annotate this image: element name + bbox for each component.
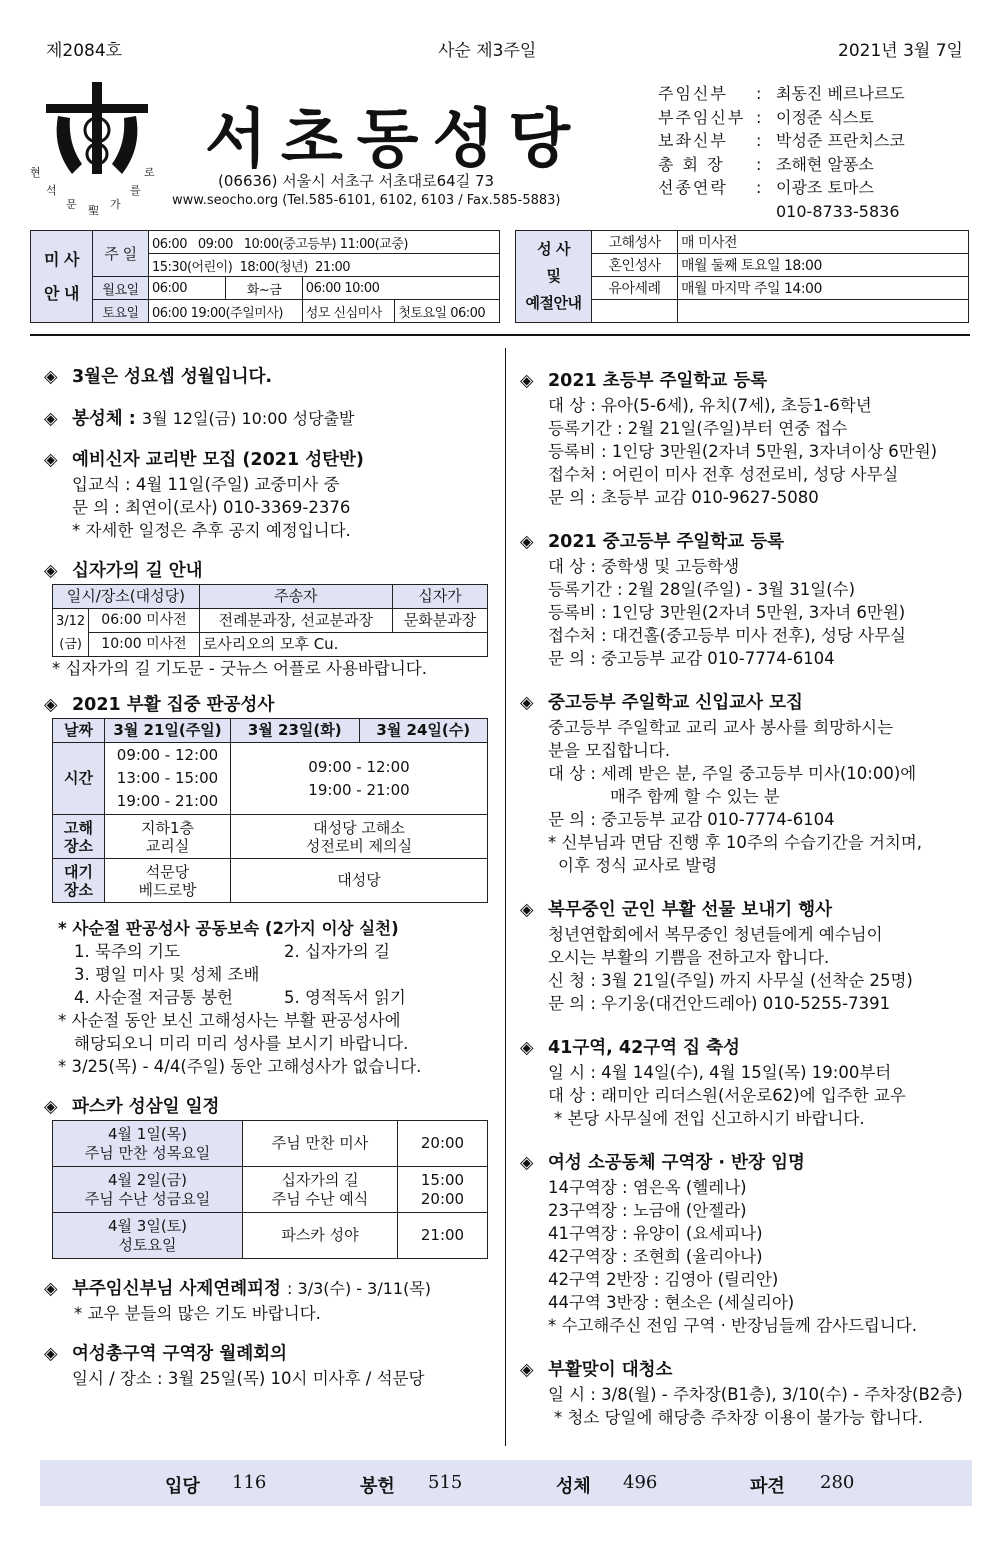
staff-row: 주임신부 : 최동진 베르나르도 bbox=[658, 84, 905, 103]
notice-heading: ◈ 2021 중고등부 주일학교 등록 bbox=[520, 532, 785, 552]
notice-line: 등록기간 : 2월 21일(주일)부터 연중 접수 bbox=[548, 419, 848, 438]
offering-label: 봉헌 bbox=[360, 1476, 395, 1497]
notice-line: * 청소 당일에 해당층 주차장 이용이 불가능 합니다. bbox=[554, 1408, 923, 1427]
staff-row: 총 회 장 : 조해현 알퐁소 bbox=[658, 154, 874, 174]
right-column bbox=[520, 370, 975, 1429]
liturgical-week: 사순 제3주일 bbox=[438, 41, 537, 61]
notice-heading: ◈ 2021 부활 집중 판공성사 bbox=[44, 695, 275, 715]
notice-line: 문 의 : 우기웅(대건안드레아) 010-5255-7391 bbox=[548, 994, 891, 1013]
column-divider bbox=[505, 348, 506, 1446]
penance-list: 1. 묵주의 기도 2. 십자가의 길 3. 평일 미사 및 성체 조배 4. 사순절 저금통 봉헌 5. 영적독서 읽기 bbox=[74, 942, 406, 1007]
logo-char: 를 bbox=[130, 184, 141, 197]
issue-date: 2021년 3월 7일 bbox=[838, 41, 963, 61]
notice-line: 문 의 : 중고등부 교감 010-7774-6104 bbox=[548, 810, 835, 829]
header-divider bbox=[30, 334, 970, 336]
notice-line: 대 상 : 세례 받은 분, 주일 중고등부 미사(10:00)에 bbox=[548, 764, 917, 783]
mass-monday-label: 월요일 bbox=[93, 277, 149, 300]
notice-line: 44구역 3반장 : 현소은 (세실리아) bbox=[548, 1293, 795, 1312]
notice-heading: ◈ 여성 소공동체 구역장 · 반장 임명 bbox=[520, 1153, 805, 1173]
sacrament-value: 매월 둘째 토요일 18:00 bbox=[678, 254, 969, 277]
notice-line: * 십자가의 길 기도문 - 굿뉴스 어플로 사용바랍니다. bbox=[52, 659, 427, 678]
mass-sunday-row1: 06:00 09:00 10:00(중고등부) 11:00(교중) bbox=[149, 231, 500, 254]
sacrament-value: 매 미사전 bbox=[678, 231, 969, 254]
sacrament-table bbox=[515, 230, 969, 323]
staff-phone: 010-8733-5836 bbox=[776, 201, 900, 221]
logo-char: 석 bbox=[46, 184, 57, 197]
sacrament-label: 성 사 및 예절안내 bbox=[516, 231, 592, 323]
notice-heading: ◈ 파스카 성삼일 일정 bbox=[44, 1097, 220, 1117]
issue-number: 제2084호 bbox=[46, 41, 123, 61]
triduum-table: 4월 1일(목) 주님 만찬 성목요일 주님 만찬 미사 20:00 4월 2일(금) 주님 수난 성금요일 십자가의 길 주님 수난 예식 15:00 20:00 4월 3일(토) 성토요일 파스카 성야 21:00 bbox=[52, 1120, 488, 1259]
staff-row: 부주임신부 : 이정준 식스토 bbox=[658, 107, 874, 127]
notice-line: 분을 모집합니다. bbox=[548, 741, 671, 760]
notice-line: * 자세한 일정은 추후 공지 예정입니다. bbox=[72, 521, 351, 540]
notice-line: 입교식 : 4월 11일(주일) 교중미사 중 bbox=[72, 475, 340, 494]
notice-line: 문 의 : 최연이(로사) 010-3369-2376 bbox=[72, 498, 351, 517]
notice-heading: ◈ 복무중인 군인 부활 선물 보내기 행사 bbox=[520, 900, 833, 920]
notice-heading: ◈ 예비신자 교리반 모집 (2021 성탄반) bbox=[44, 450, 364, 470]
staff-row: 선종연락 : 이광조 토마스 bbox=[658, 178, 874, 197]
diamond-icon: ◈ bbox=[44, 561, 58, 581]
mass-weekday-time: 06:00 10:00 bbox=[302, 277, 499, 300]
notice-line: 일시 / 장소 : 3월 25일(목) 10시 미사후 / 석문당 bbox=[72, 1369, 425, 1388]
notice-line: * 교우 분들의 많은 기도 바랍니다. bbox=[74, 1304, 321, 1323]
notice-line: 대 상 : 유아(5-6세), 유치(7세), 초등1-6학년 bbox=[548, 396, 872, 415]
notice-line: 41구역장 : 유양이 (요세피나) bbox=[548, 1224, 763, 1243]
notice-line: 이후 정식 교사로 발령 bbox=[558, 856, 718, 875]
notice-heading: ◈ 3월은 성요셉 성월입니다. bbox=[44, 367, 273, 387]
logo-char: 문 bbox=[66, 198, 77, 211]
notice-line: 오시는 부활의 기쁨을 전하고자 합니다. bbox=[548, 948, 830, 967]
staff-list bbox=[658, 82, 905, 223]
diamond-icon: ◈ bbox=[44, 450, 58, 470]
notice-heading: ◈ 중고등부 주일학교 신입교사 모집 bbox=[520, 693, 803, 713]
notice-line: * 수고해주신 전임 구역 · 반장님들께 감사드립니다. bbox=[548, 1316, 917, 1335]
notice-heading: ◈ 여성총구역 구역장 월례회의 bbox=[44, 1344, 288, 1364]
communion-value: 496 bbox=[623, 1472, 658, 1493]
notice-line: 42구역장 : 조현희 (율리아나) bbox=[548, 1247, 763, 1266]
parish-contact: www.seocho.org (Tel.585-6101, 6102, 6103 / Fax.585-5883) bbox=[172, 193, 561, 208]
diamond-icon: ◈ bbox=[44, 695, 58, 715]
dismissal-label: 파견 bbox=[750, 1476, 785, 1497]
notice-heading: ◈ 부활맞이 대청소 bbox=[520, 1360, 673, 1380]
notice-line: 일 시 : 3/8(월) - 주차장(B1층), 3/10(수) - 주차장(B2층) bbox=[548, 1385, 963, 1404]
mass-sunday-row2: 15:30(어린이) 18:00(청년) 21:00 bbox=[149, 254, 500, 277]
sacrament-key: 유아세례 bbox=[592, 277, 678, 300]
mass-saturday-time: 06:00 19:00(주일미사) bbox=[149, 300, 303, 323]
offering-value: 515 bbox=[428, 1472, 463, 1493]
diamond-icon: ◈ bbox=[520, 693, 534, 713]
diamond-icon: ◈ bbox=[520, 1360, 534, 1380]
attendance-value: 116 bbox=[232, 1472, 267, 1493]
confession-table: 날짜 3월 21일(주일) 3월 23일(화) 3월 24일(수) 시간 09:00 - 12:00 13:00 - 15:00 19:00 - 21:00 09:00 - 12:00 19:00 - 21:00 고해 장소 지하1층 교리실 대성당 고해소 성전로비 제의실 대기 장소 석문당 베드로방 대성당 bbox=[52, 718, 488, 903]
notice-line: * 신부님과 면담 진행 후 10주의 수습기간을 거치며, bbox=[548, 833, 923, 852]
notice-line: 문 의 : 중고등부 교감 010-7774-6104 bbox=[548, 649, 835, 668]
diamond-icon: ◈ bbox=[44, 1279, 58, 1299]
notice-line: 중고등부 주일학교 교리 교사 봉사를 희망하시는 bbox=[548, 718, 894, 737]
notice-line: * 3/25(목) - 4/4(주일) 동안 고해성사가 없습니다. bbox=[58, 1057, 422, 1076]
diamond-icon: ◈ bbox=[44, 1097, 58, 1117]
logo-char: 가 bbox=[110, 198, 121, 211]
notice-line: 접수처 : 어린이 미사 전후 성전로비, 성당 사무실 bbox=[548, 465, 899, 484]
notice-heading: ◈ 2021 초등부 주일학교 등록 bbox=[520, 371, 768, 391]
attendance-label: 입당 bbox=[165, 1476, 200, 1497]
mass-saturday-label: 토요일 bbox=[93, 300, 149, 323]
diamond-icon: ◈ bbox=[520, 900, 534, 920]
left-column bbox=[44, 366, 499, 1390]
mass-weekday-label: 화~금 bbox=[226, 277, 303, 300]
notice-line: 23구역장 : 노금애 (안젤라) bbox=[548, 1201, 747, 1220]
parish-title: 서초동성당 bbox=[205, 103, 585, 177]
notice-line: 접수처 : 대건홀(중고등부 미사 전후), 성당 사무실 bbox=[548, 626, 906, 645]
notice-line: 해당되오니 미리 미리 성사를 보시기 바랍니다. bbox=[74, 1034, 409, 1053]
notice-line: 14구역장 : 염은옥 (헬레나) bbox=[548, 1178, 747, 1197]
mass-sunday-label: 주 일 bbox=[93, 231, 149, 277]
mass-schedule-table bbox=[30, 230, 500, 323]
notice-line: 문 의 : 초등부 교감 010-9627-5080 bbox=[548, 488, 819, 507]
notice-line: * 본당 사무실에 전입 신고하시기 바랍니다. bbox=[554, 1109, 865, 1128]
notice-line: 청년연합회에서 복무중인 청년들에게 예수님이 bbox=[548, 925, 883, 944]
attendance-footer bbox=[40, 1460, 972, 1506]
notice-line: 등록비 : 1인당 3만원(2자녀 5만원, 3자녀 6만원) bbox=[548, 603, 906, 622]
diamond-icon: ◈ bbox=[520, 1153, 534, 1173]
parish-address: (06636) 서울시 서초구 서초대로64길 73 bbox=[218, 172, 495, 190]
diamond-icon: ◈ bbox=[44, 1344, 58, 1364]
parish-logo bbox=[30, 78, 156, 218]
mass-monday-time: 06:00 bbox=[149, 277, 226, 300]
notice-line: 매주 함께 할 수 있는 분 bbox=[610, 787, 780, 806]
notice-heading: ◈ 부주임신부님 사제연례피정 : 3/3(수) - 3/11(목) bbox=[44, 1279, 432, 1299]
mass-first-saturday: 첫토요일 06:00 bbox=[395, 300, 500, 323]
notice-heading: ◈ 십자가의 길 안내 bbox=[44, 561, 203, 581]
diamond-icon: ◈ bbox=[44, 409, 58, 429]
dismissal-value: 280 bbox=[820, 1472, 855, 1493]
notice-line: 신 청 : 3월 21일(주일) 까지 사무실 (선착순 25명) bbox=[548, 971, 913, 990]
notice-line: 대 상 : 중학생 및 고등학생 bbox=[548, 557, 740, 576]
diamond-icon: ◈ bbox=[44, 367, 58, 387]
notice-line: * 사순절 동안 보신 고해성사는 부활 판공성사에 bbox=[58, 1011, 401, 1030]
notice-line: 등록비 : 1인당 3만원(2자녀 5만원, 3자녀이상 6만원) bbox=[548, 442, 938, 461]
mass-saturday-devotion: 성모 신심미사 bbox=[302, 300, 395, 323]
notice-heading: ◈ 봉성체 : 3월 12일(금) 10:00 성당출발 bbox=[44, 409, 355, 429]
logo-char: 聖 bbox=[88, 204, 99, 217]
notice-line: 등록기간 : 2월 28일(주일) - 3월 31일(수) bbox=[548, 580, 856, 599]
staff-row: 보좌신부 : 박성준 프란치스코 bbox=[658, 131, 905, 150]
communion-label: 성체 bbox=[556, 1476, 591, 1497]
diamond-icon: ◈ bbox=[520, 1038, 534, 1058]
mass-label: 미 사 안 내 bbox=[31, 231, 93, 323]
sacrament-key: 고해성사 bbox=[592, 231, 678, 254]
notice-line: 대 상 : 래미안 리더스원(서운로62)에 입주한 교우 bbox=[548, 1086, 906, 1105]
notice-line: 42구역 2반장 : 김영아 (릴리안) bbox=[548, 1270, 779, 1289]
sacrament-value: 매월 마지막 주일 14:00 bbox=[678, 277, 969, 300]
logo-char: 현 bbox=[30, 166, 41, 179]
notice-heading: ◈ 41구역, 42구역 집 축성 bbox=[520, 1038, 740, 1058]
diamond-icon: ◈ bbox=[520, 532, 534, 552]
logo-char: 로 bbox=[144, 166, 155, 179]
stations-table: 일시/장소(대성당) 주송자 십자가 3/12 (금) 06:00 미사전 전례분과장, 선교분과장 문화분과장 10:00 미사전 로사리오의 모후 Cu. bbox=[52, 584, 488, 657]
sacrament-key: 혼인성사 bbox=[592, 254, 678, 277]
diamond-icon: ◈ bbox=[520, 371, 534, 391]
notice-line: 일 시 : 4월 14일(수), 4월 15일(목) 19:00부터 bbox=[548, 1063, 892, 1082]
notice-line: * 사순절 판공성사 공동보속 (2가지 이상 실천) bbox=[58, 919, 399, 938]
